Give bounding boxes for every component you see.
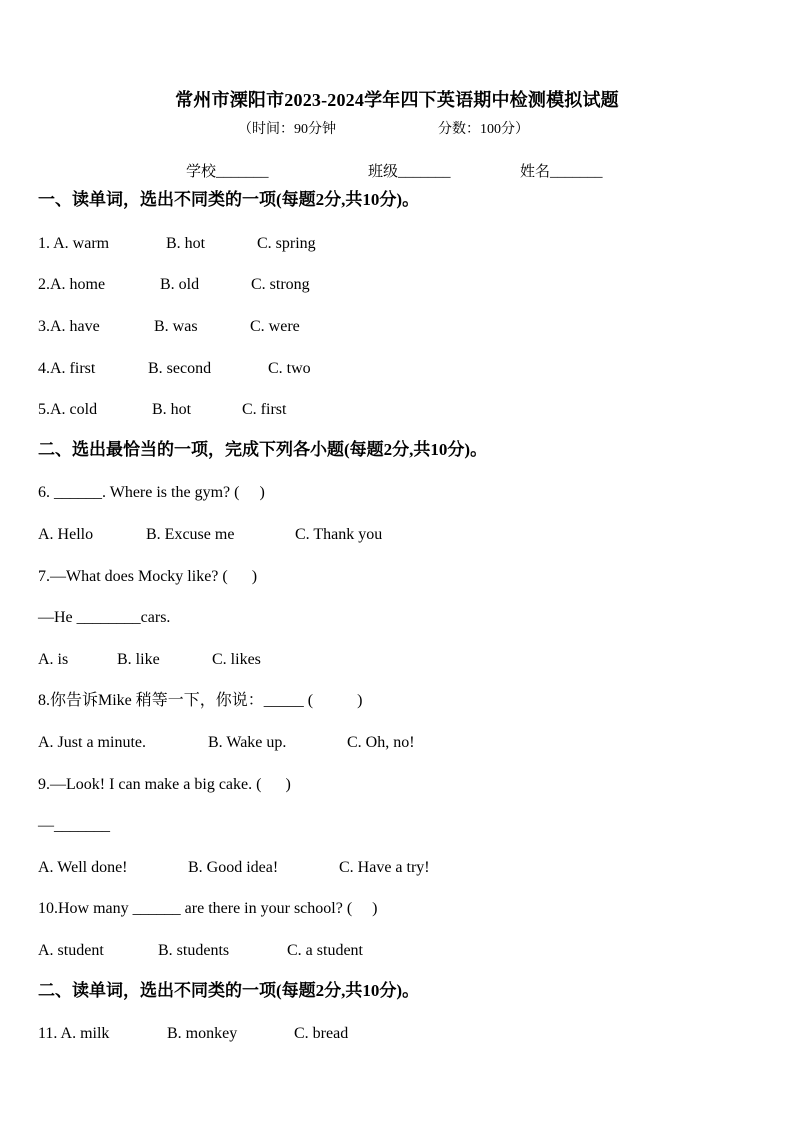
q8-option-b: B. Wake up.: [208, 734, 287, 751]
q3-option-b: B. was: [154, 318, 198, 335]
school-field: 学校_______: [186, 164, 269, 180]
q10-option-c: C. a student: [287, 942, 363, 959]
q11-option-c: C. bread: [294, 1025, 349, 1042]
q2-option-a: 2.A. home: [38, 276, 106, 293]
section-heading-1: 一、读单词，选出不同类的一项(每题2分,共10分)。: [38, 190, 420, 209]
q9-option-c: C. Have a try!: [339, 859, 430, 876]
q1-option-b: B. hot: [166, 235, 206, 252]
q7-stem: 7.—What does Mocky like? ( ): [38, 568, 258, 585]
q6-option-a: A. Hello: [38, 526, 94, 543]
exam-meta: [238, 118, 529, 138]
q4-option-c: C. two: [268, 360, 311, 377]
q6-option-c: C. Thank you: [295, 526, 383, 543]
q8-stem: 8.你告诉Mike 稍等一下，你说：_____ ( ): [38, 692, 363, 709]
q1-option-c: C. spring: [257, 235, 316, 252]
q9-option-a: A. Well done!: [38, 859, 128, 876]
q11-option-b: B. monkey: [167, 1025, 238, 1042]
q9-stem: 9.—Look! I can make a big cake. ( ): [38, 776, 291, 793]
q9-option-b: B. Good idea!: [188, 859, 279, 876]
class-field: 班级_______: [368, 164, 451, 180]
q10-stem: 10.How many ______ are there in your school? ( ): [38, 900, 378, 917]
q7-option-c: C. likes: [212, 651, 261, 668]
section-heading-3: 二、读单词，选出不同类的一项(每题2分,共10分)。: [38, 981, 420, 1000]
q2-option-b: B. old: [160, 276, 200, 293]
q5-option-c: C. first: [242, 401, 287, 418]
q3-option-a: 3.A. have: [38, 318, 100, 335]
q7-option-a: A. is: [38, 651, 69, 668]
q3-option-c: C. were: [250, 318, 300, 335]
q10-option-b: B. students: [158, 942, 230, 959]
q7-option-b: B. like: [117, 651, 160, 668]
q11-option-a: 11. A. milk: [38, 1025, 110, 1042]
name-field: 姓名_______: [520, 164, 603, 180]
q4-option-a: 4.A. first: [38, 360, 96, 377]
q6-option-b: B. Excuse me: [146, 526, 235, 543]
q10-option-a: A. student: [38, 942, 104, 959]
q8-option-a: A. Just a minute.: [38, 734, 146, 751]
q7-stem-answer: —He ________cars.: [38, 609, 171, 626]
section-heading-2: 二、选出最恰当的一项，完成下列各小题(每题2分,共10分)。: [38, 440, 488, 459]
q9-stem-answer: —_______: [38, 817, 110, 834]
q5-option-a: 5.A. cold: [38, 401, 98, 418]
page-title: 常州市溧阳市2023-2024学年四下英语期中检测模拟试题: [175, 90, 619, 110]
time-limit: （时间：90分钟: [238, 122, 336, 137]
q4-option-b: B. second: [148, 360, 212, 377]
q2-option-c: C. strong: [251, 276, 310, 293]
q8-option-c: C. Oh, no!: [347, 734, 415, 751]
q5-option-b: B. hot: [152, 401, 192, 418]
total-score: 分数：100分）: [438, 122, 529, 137]
q1-option-a: 1. A. warm: [38, 235, 110, 252]
q6-stem: 6. ______. Where is the gym? ( ): [38, 484, 265, 501]
